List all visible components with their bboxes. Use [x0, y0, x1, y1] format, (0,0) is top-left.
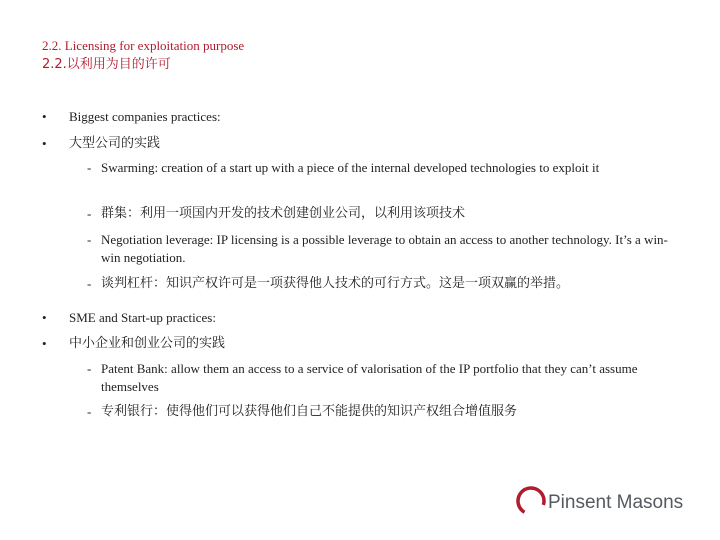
sub-marker: -: [87, 160, 92, 175]
sub-text: 专利银行：使得他们可以获得他们自己不能提供的知识产权组合增值服务: [101, 404, 518, 419]
sub-marker: -: [87, 404, 92, 419]
bullet-marker: •: [42, 109, 47, 124]
sub-text: Patent Bank: allow them an access to a service of valorisation of the IP portfolio that they can’t assume themselves: [101, 361, 638, 394]
bullet-text: Biggest companies practices:: [69, 109, 221, 124]
bullet-text: SME and Start-up practices:: [69, 310, 216, 325]
section-heading-english: 2.2. Licensing for exploitation purpose: [42, 38, 245, 53]
bullet-text: 大型公司的实践: [69, 136, 161, 151]
sub-text: Negotiation leverage: IP licensing is a possible leverage to obtain an access to another technology. It’s a win-win negotiation.: [101, 232, 668, 265]
pinsent-masons-logo-icon: [513, 481, 693, 521]
pinsent-masons-logo: [513, 481, 693, 521]
bullet-text: 中小企业和创业公司的实践: [69, 336, 226, 351]
section-heading-chinese: 2.2.以利用为目的许可: [42, 57, 171, 72]
bullet-marker: •: [42, 136, 47, 151]
sub-marker: -: [87, 361, 92, 376]
sub-text: 群集：利用一项国内开发的技术创建创业公司，以利用该项技术: [101, 206, 466, 221]
bullet-marker: •: [42, 310, 47, 325]
bullet-marker: •: [42, 336, 47, 351]
sub-marker: -: [87, 232, 92, 247]
logo-wordmark: Pinsent Masons: [548, 492, 684, 513]
sub-text: Swarming: creation of a start up with a piece of the internal developed technologies to exploit it: [101, 160, 600, 175]
sub-marker: -: [87, 276, 92, 291]
sub-text: 谈判杠杆：知识产权许可是一项获得他人技术的可行方式。这是一项双赢的举措。: [101, 276, 570, 291]
sub-marker: -: [87, 206, 92, 221]
